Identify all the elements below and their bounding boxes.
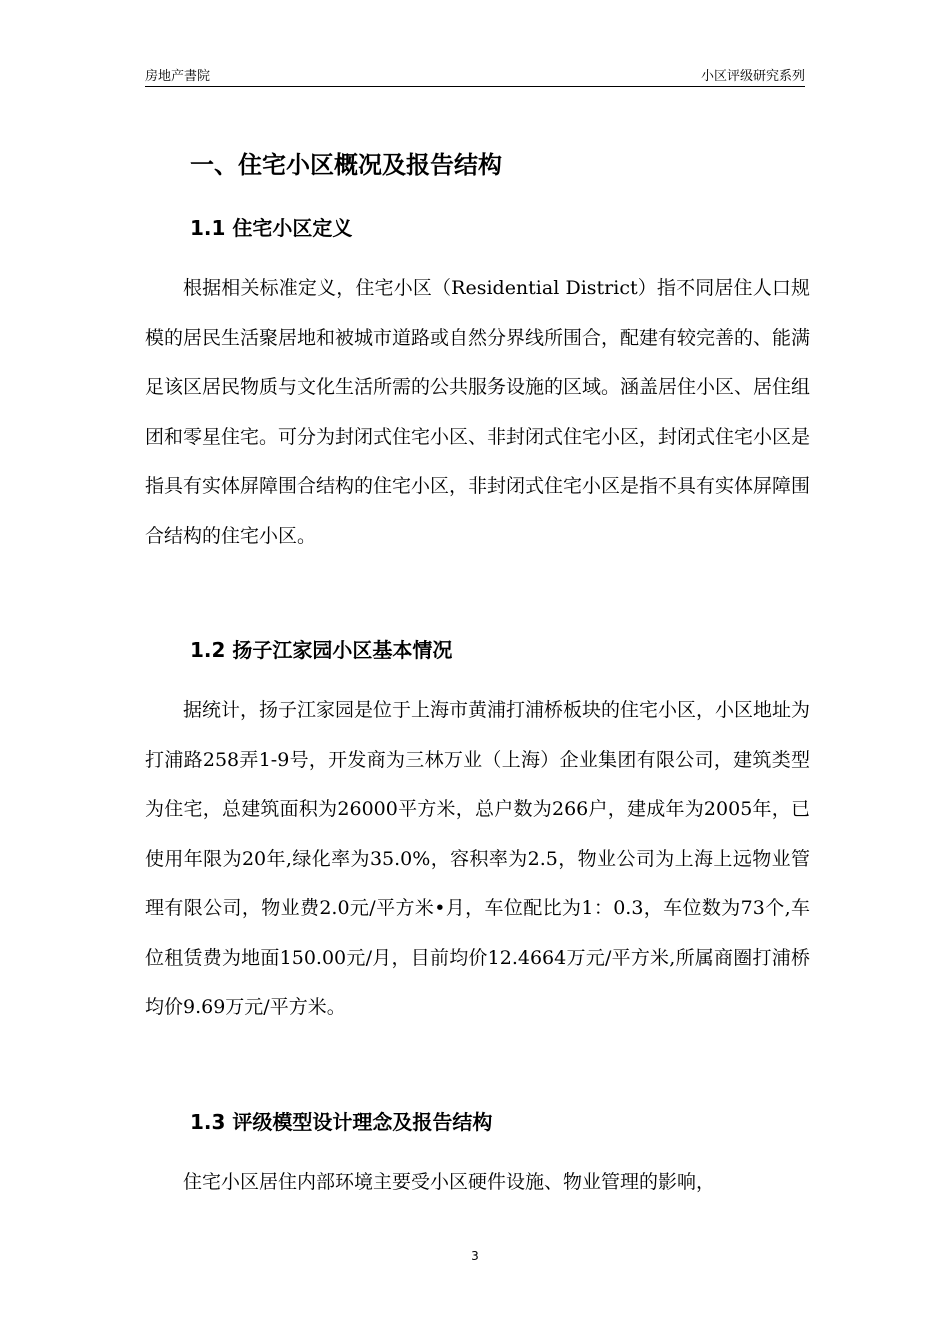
- page-number: 3: [471, 1249, 479, 1263]
- paragraph-1-3: [145, 1158, 810, 1208]
- heading-1-3: 1.3 评级模型设计理念及报告结构: [190, 1110, 493, 1134]
- header-right-text: 小区评级研究系列: [700, 69, 805, 84]
- paragraph-1-1: [145, 264, 810, 561]
- paragraph-text: 住宅小区居住内部环境主要受小区硬件设施、物业管理的影响，: [183, 1171, 716, 1193]
- page-header: [145, 62, 805, 87]
- section-title: 一、住宅小区概况及报告结构: [190, 151, 502, 179]
- paragraph-text: 据统计，扬子江家园是位于上海市黄浦打浦桥板块的住宅小区，小区地址为打浦路258弄1-9号，开发商为三林万业（上海）企业集团有限公司，建筑类型为住宅，总建筑面积为26000平方米，总户数为266户，建成年为2005年，已使用年限为20年,绿化率为35.0%，容积率为2.5，物业公司为上海上远物业管理有限公司，物业费2.0元/平方米•月，车位配比为1：0.3，车位数为73个,车位租赁费为地面150.00元/月，目前均价12.4664万元/平方米,所属商圈打浦桥均价9.69万元/平方米。: [145, 699, 811, 1018]
- paragraph-1-2: [145, 686, 810, 1033]
- header-left-text: 房地产書院: [145, 69, 211, 84]
- paragraph-text: 根据相关标准定义，住宅小区（Residential District）指不同居住人口规模的居民生活聚居地和被城市道路或自然分界线所围合，配建有较完善的、能满足该区居民物质与文化生活所需的公共服务设施的区域。涵盖居住小区、居住组团和零星住宅。可分为封闭式住宅小区、非封闭式住宅小区，封闭式住宅小区是指具有实体屏障围合结构的住宅小区，非封闭式住宅小区是指不具有实体屏障围合结构的住宅小区。: [145, 277, 811, 547]
- heading-1-2: 1.2 扬子江家园小区基本情况: [190, 638, 453, 662]
- heading-1-1: 1.1 住宅小区定义: [190, 216, 353, 240]
